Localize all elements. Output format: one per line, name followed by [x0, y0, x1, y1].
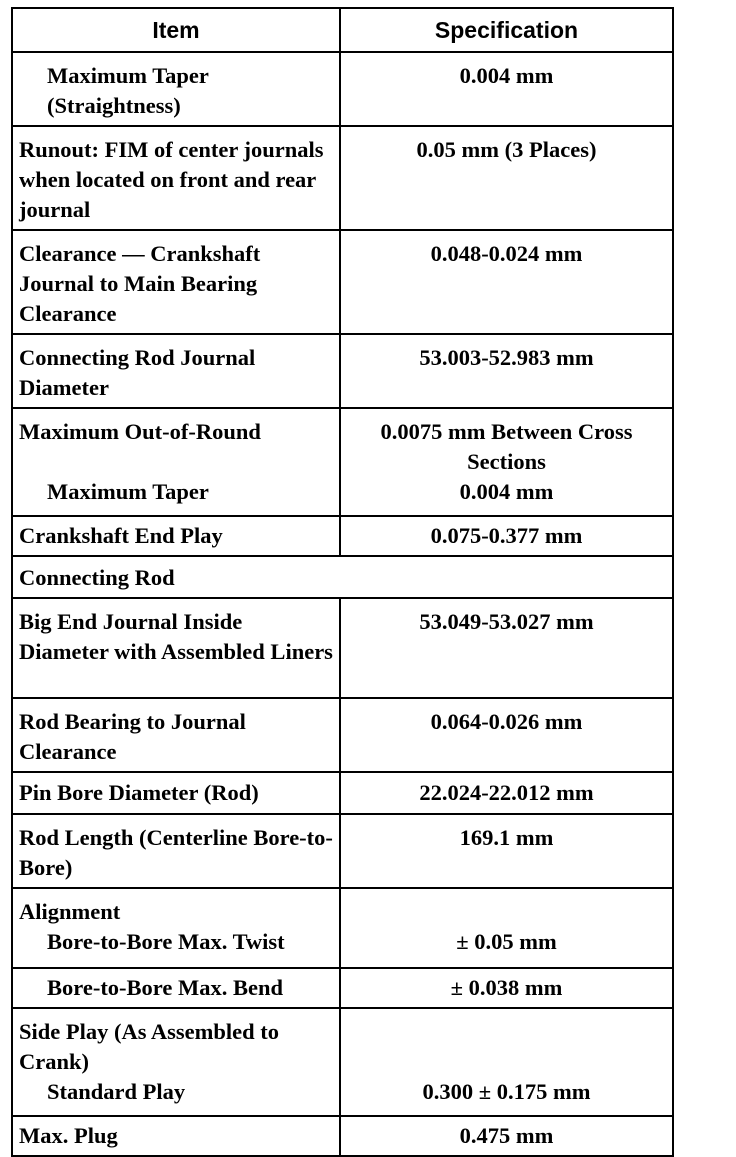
item-text: Side Play (As Assembled to Crank)	[19, 1019, 280, 1074]
sub-spec-text: 0.300 ± 0.175 mm	[422, 1079, 591, 1104]
table-row	[12, 698, 673, 772]
table-row	[12, 230, 673, 334]
spec-cell: 169.1 mm	[340, 814, 673, 888]
table-row	[12, 126, 673, 230]
item-cell: Max. Plug	[12, 1116, 340, 1156]
item-cell: Rod Length (Centerline Bore-to-Bore)	[12, 814, 340, 888]
table-row	[12, 598, 673, 698]
item-cell	[12, 888, 340, 968]
spec-cell: 0.004 mm	[340, 52, 673, 126]
sub-item-text: Maximum Taper	[47, 479, 209, 504]
table-row	[12, 334, 673, 408]
header-specification: Specification	[340, 8, 673, 52]
table-row	[12, 968, 673, 1008]
header-item: Item	[12, 8, 340, 52]
header-row	[12, 8, 673, 52]
item-text: Bore-to-Bore Max. Bend	[47, 975, 284, 1000]
item-cell	[12, 52, 340, 126]
table-row	[12, 52, 673, 126]
table-row	[12, 408, 673, 516]
table-row	[12, 1116, 673, 1156]
spec-cell: 22.024-22.012 mm	[340, 772, 673, 814]
sub-item-text: Bore-to-Bore Max. Twist	[47, 929, 285, 954]
table-row	[12, 516, 673, 556]
item-cell	[12, 968, 340, 1008]
section-row	[12, 556, 673, 598]
section-title: Connecting Rod	[12, 556, 673, 598]
spec-cell: 0.048-0.024 mm	[340, 230, 673, 334]
item-cell: Big End Journal Inside Diameter with Assembled Liners	[12, 598, 340, 698]
item-text: Alignment	[19, 899, 121, 924]
spec-cell: ± 0.038 mm	[340, 968, 673, 1008]
specification-table	[11, 7, 674, 1157]
table-row	[12, 888, 673, 968]
spec-cell: 0.064-0.026 mm	[340, 698, 673, 772]
spec-cell: 0.05 mm (3 Places)	[340, 126, 673, 230]
sub-spec-text: 0.004 mm	[459, 479, 554, 504]
spec-cell	[340, 408, 673, 516]
item-cell: Runout: FIM of center journals when located on front and rear journal	[12, 126, 340, 230]
item-cell: Clearance — Crankshaft Journal to Main Bearing Clearance	[12, 230, 340, 334]
spec-text: 0.0075 mm Between Cross Sections	[380, 419, 633, 474]
spec-cell: 0.475 mm	[340, 1116, 673, 1156]
item-cell: Rod Bearing to Journal Clearance	[12, 698, 340, 772]
table-row	[12, 772, 673, 814]
spec-cell: 53.003-52.983 mm	[340, 334, 673, 408]
item-cell: Crankshaft End Play	[12, 516, 340, 556]
spec-cell	[340, 1008, 673, 1116]
spec-cell: 0.075-0.377 mm	[340, 516, 673, 556]
item-text: Maximum Out-of-Round	[19, 419, 261, 444]
item-cell: Pin Bore Diameter (Rod)	[12, 772, 340, 814]
item-cell	[12, 408, 340, 516]
item-text: (Straightness)	[47, 93, 181, 118]
item-text: Maximum Taper	[47, 63, 209, 88]
item-cell	[12, 1008, 340, 1116]
sub-spec-text: ± 0.05 mm	[456, 929, 557, 954]
spec-cell	[340, 888, 673, 968]
table-row	[12, 814, 673, 888]
spec-cell: 53.049-53.027 mm	[340, 598, 673, 698]
sub-item-text: Standard Play	[47, 1079, 186, 1104]
table-row	[12, 1008, 673, 1116]
item-cell: Connecting Rod Journal Diameter	[12, 334, 340, 408]
